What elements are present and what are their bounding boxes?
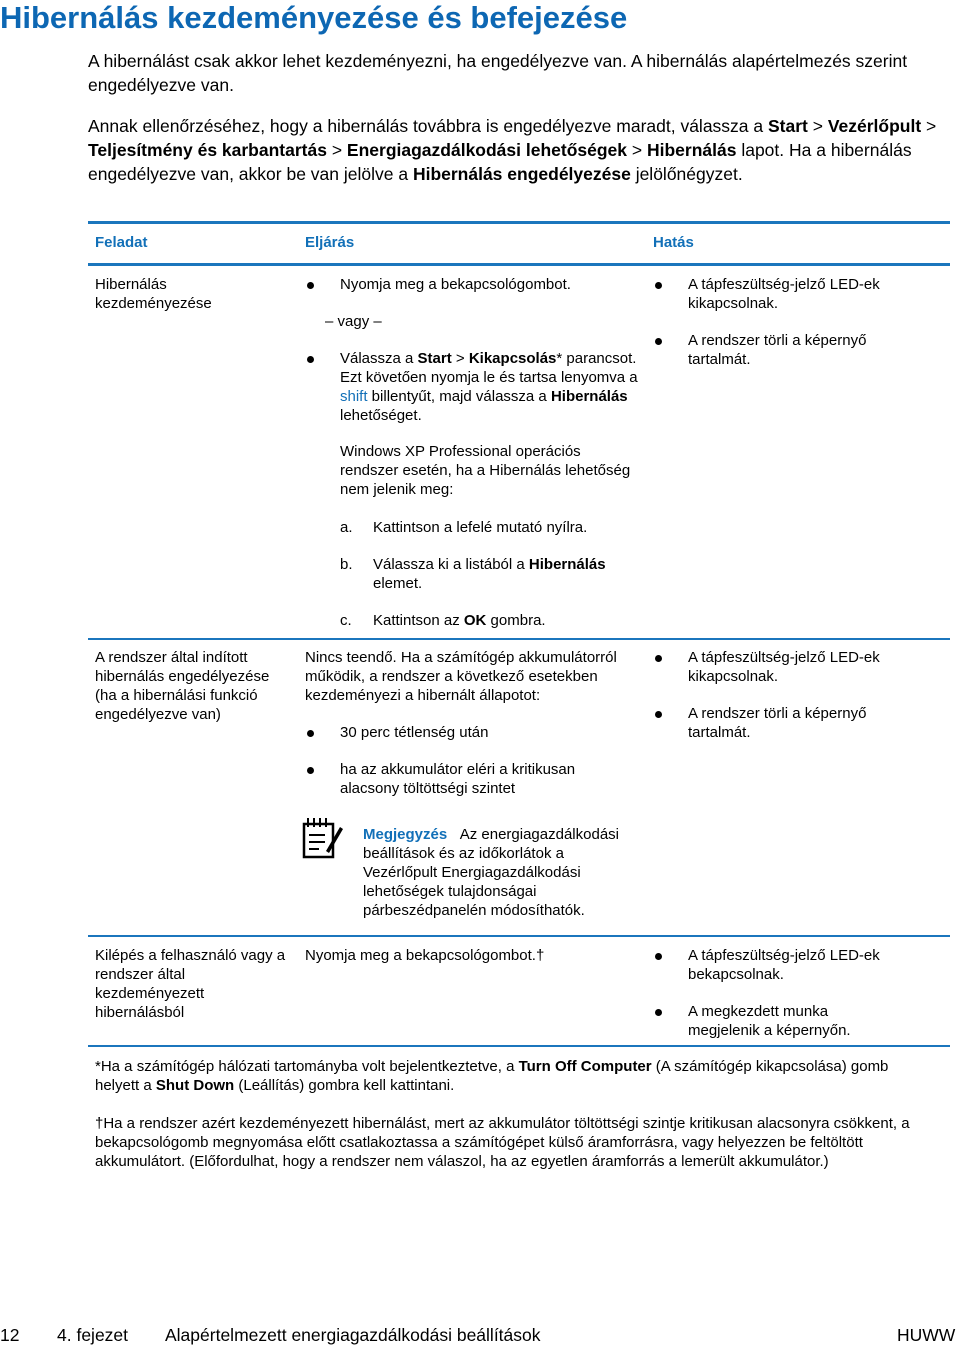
row1-task: Hibernálás kezdeményezése [95,276,212,312]
row1-procedure-bullet-2: Válassza a Start > Kikapcsolás* parancsot. Ezt követően nyomja le és tartsa lenyomva a shift billentyűt, majd válassza a Hibernálás lehetőséget. [307,349,642,429]
row3-procedure: Nyomja meg a bekapcsológombot.† [305,947,545,964]
row1-procedure-xp-note: Windows XP Professional operációs rendszer esetén, ha a Hibernálás lehetőség nem jelenik meg: [340,443,631,498]
intro-paragraph-1: A hibernálást csak akkor lehet kezdeményezni, ha engedélyezve van. A hibernálás alapértelmezés szerint engedélyezve van. [88,51,908,95]
row2-procedure-bullet-2: ha az akkumulátor eléri a kritikusan alacsony töltöttségi szintet [307,760,627,800]
bullet-icon [307,356,314,363]
row1-procedure-or: – vagy – [325,313,382,330]
column-header-task: Feladat [95,234,148,251]
bullet-icon [655,1009,662,1016]
bullet-icon [655,711,662,718]
bullet-icon [655,953,662,960]
page-title: Hibernálás kezdeményezése és befejezése [0,0,628,35]
bullet-icon [655,655,662,662]
note-pad-icon [302,815,344,859]
chapter-label: 4. fejezet [57,1325,129,1345]
bullet-icon [307,730,314,737]
footnote-asterisk: *Ha a számítógép hálózati tartományba volt bejelentkeztetve, a Turn Off Computer (A számítógép kikapcsolása) gomb helyett a Shut Down (Leállítás) gombra kell kattintani. [95,1058,889,1094]
row2-procedure-intro: Nincs teendő. Ha a számítógép akkumulátorról működik, a rendszer a következő esetekben kezdeményezi a hibernált állapotot: [305,649,617,704]
table-header-rule [88,263,950,266]
row3-task: Kilépés a felhasználó vagy a rendszer által kezdeményezett hibernálásból [95,947,286,1021]
bullet-icon [307,282,314,289]
row2-note: Megjegyzés Az energiagazdálkodási beállítások és az időkorlátok a Vezérlőpult Energiagazdálkodási lehetőségek tulajdonságai párbeszédpanelén módosíthatók. [363,826,619,919]
row-separator [88,935,950,937]
column-header-procedure: Eljárás [305,234,355,251]
brand-label: HUWW [897,1325,956,1345]
row2-task: A rendszer által indított hibernálás engedélyezése (ha a hibernálási funkció engedélyezve van) [95,649,270,723]
bullet-icon [655,338,662,345]
bullet-icon [307,767,314,774]
bullet-icon [655,282,662,289]
intro-paragraph-2: Annak ellenőrzéséhez, hogy a hibernálás továbbra is engedélyezve maradt, válassza a Start > Vezérlőpult > Teljesítmény és karbantartás > Energiagazdálkodási lehetőségek > Hibernálás lapot. Ha a hibernálás engedélyezve van, akkor be van jelölve a Hibernálás engedélyezése jelölőnégyzet. [88,116,937,184]
shift-key-label: shift [340,388,368,405]
table-bottom-rule [88,1045,950,1047]
table-top-rule [88,221,950,224]
page-number: 12 [0,1325,20,1345]
footnote-dagger: †Ha a rendszer azért kezdeményezett hibernálást, mert az akkumulátor töltöttségi szintje kritikusan alacsonyra csökkent, a bekapcsológomb megnyomása előtt csatlakoztassa a számítógépet külső áramforrásra, vagy helyezzen be feltöltött akkumulátort. (Előfordulhat, hogy a rendszer nem válaszol, ha az egyetlen áramforrás a lemerült akkumulátor.) [95,1115,910,1170]
note-label: Megjegyzés [363,826,448,843]
chapter-title: Alapértelmezett energiagazdálkodási beállítások [165,1325,541,1345]
column-header-effect: Hatás [653,234,694,251]
row1-step-b: b. Válassza ki a listából a Hibernálás elemet. [340,556,606,592]
row-separator [88,638,950,640]
